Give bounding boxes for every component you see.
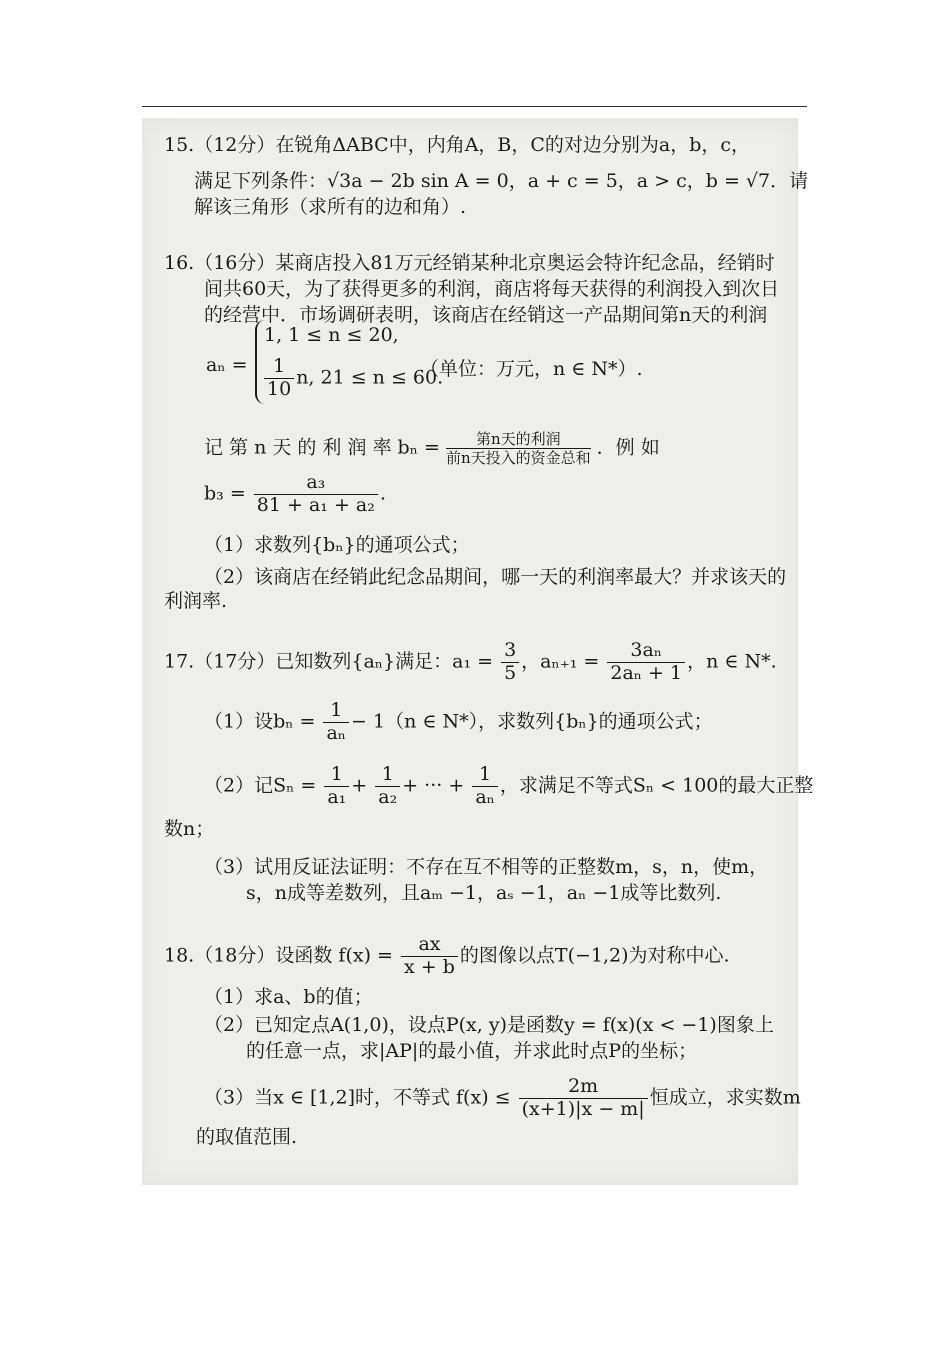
- q18-part2a: （2）已知定点A(1,0)，设点P(x, y)是函数y = f(x)(x < −1)图象上: [204, 1014, 774, 1036]
- q17-head: 17.（17分）已知数列{aₙ}满足：a₁ = $\frac{3}{5}$ ，aₙ₊₁ = $\frac{\text{3aₙ}}{\text{2aₙ + 1}}$ ，n ∈ N*.: [164, 639, 777, 684]
- q16-rate-fraction: 第n天的利润 前n天投入的资金总和: [445, 430, 591, 467]
- q17-sum-term3: $\frac{1}{\text{aₙ}}$: [472, 764, 498, 809]
- q16-b3-fraction: $\frac{\text{a₃}}{\text{81 + a₁ + a₂}}$: [254, 472, 378, 517]
- q17-part3b: s，n成等差数列，且aₘ −1，aₛ −1，aₙ −1成等比数列.: [246, 882, 722, 904]
- q15-line3: 解该三角形（求所有的边和角）.: [194, 196, 467, 218]
- q15-line2: 满足下列条件：√3a − 2b sin A = 0，a + c = 5，a > c，b = √7．请: [194, 170, 809, 192]
- q16-unit: （单位：万元，n ∈ N*）.: [420, 358, 643, 380]
- q18-part1: （1）求a、b的值；: [204, 986, 373, 1008]
- q17-recursion-fraction: $\frac{\text{3aₙ}}{\text{2aₙ + 1}}$: [607, 640, 685, 685]
- q16-case1: 1, 1 ≤ n ≤ 20,: [264, 324, 399, 346]
- q17-part2-wrap: 数n；: [164, 818, 215, 840]
- q16-b3-line: b₃ = $\frac{\text{a₃}}{\text{81 + a₁ + a₂}}$ .: [204, 471, 386, 516]
- q16-part2b: 利润率.: [164, 590, 228, 612]
- q18-part3-wrap: 的取值范围.: [196, 1126, 298, 1148]
- q18-head: 18.（18分）设函数 f(x) = $\frac{ax}{x + b}$ 的图像以点T(−1,2)为对称中心.: [164, 933, 730, 978]
- header-rule: [142, 106, 807, 107]
- q18-ineq-fraction: $\frac{2m}{(x+1)|x - m|}$: [519, 1076, 648, 1121]
- q17-part3a: （3）试用反证法证明：不存在互不相等的正整数m，s，n，使m，: [204, 856, 769, 878]
- q17-part1: （1）设bₙ = $\frac{1}{\text{aₙ}}$ − 1（n ∈ N*），求数列{bₙ}的通项公式；: [204, 699, 713, 744]
- q16-line2: 间共60天，为了获得更多的利润，商店将每天获得的利润投入到次日: [204, 278, 780, 300]
- q16-case2: $\frac{1}{10}$ n, 21 ≤ n ≤ 60.: [262, 356, 443, 401]
- q16-case2-fraction: $\frac{1}{10}$: [264, 356, 294, 401]
- q16-rate-line: 记 第 n 天 的 利 润 率 bₙ = 第n天的利润 前n天投入的资金总和 ．例 如: [204, 430, 660, 467]
- q16-part1: （1）求数列{bₙ}的通项公式；: [204, 534, 470, 556]
- q17-sum-term2: $\frac{1}{\text{a₂}}$: [375, 764, 400, 809]
- q17-a1-fraction: $\frac{3}{5}$: [501, 640, 519, 685]
- q16-part2a: （2）该商店在经销此纪念品期间，哪一天的利润率最大？并求该天的: [204, 566, 787, 588]
- q16-line1: 16.（16分）某商店投入81万元经销某种北京奥运会特许纪念品，经销时: [164, 252, 775, 274]
- q18-part3: （3）当x ∈ [1,2]时，不等式 f(x) ≤ $\frac{2m}{(x+1)|x - m|}$ 恒成立，求实数m: [204, 1075, 801, 1120]
- q17-part2: （2）记Sₙ = $\frac{1}{\text{a₁}}$ + $\frac{1}{\text{a₂}}$ + ··· + $\frac{1}{\text{aₙ}}$ ，求满足不等式Sₙ < 100的最大正整: [204, 763, 814, 808]
- q18-f-fraction: $\frac{ax}{x + b}$: [401, 934, 458, 979]
- q17-sum-term1: $\frac{1}{\text{a₁}}$: [324, 764, 349, 809]
- q16-an-label: aₙ =: [206, 354, 248, 376]
- q17-bn-fraction: $\frac{1}{\text{aₙ}}$: [323, 700, 349, 745]
- q15-line1: 15.（12分）在锐角ΔABC中，内角A，B，C的对边分别为a，b，c，: [164, 134, 751, 156]
- q18-part2b: 的任意一点，求|AP|的最小值，并求此时点P的坐标；: [246, 1040, 698, 1062]
- q16-line3: 的经营中．市场调研表明，该商店在经销这一产品期间第n天的利润: [204, 304, 768, 326]
